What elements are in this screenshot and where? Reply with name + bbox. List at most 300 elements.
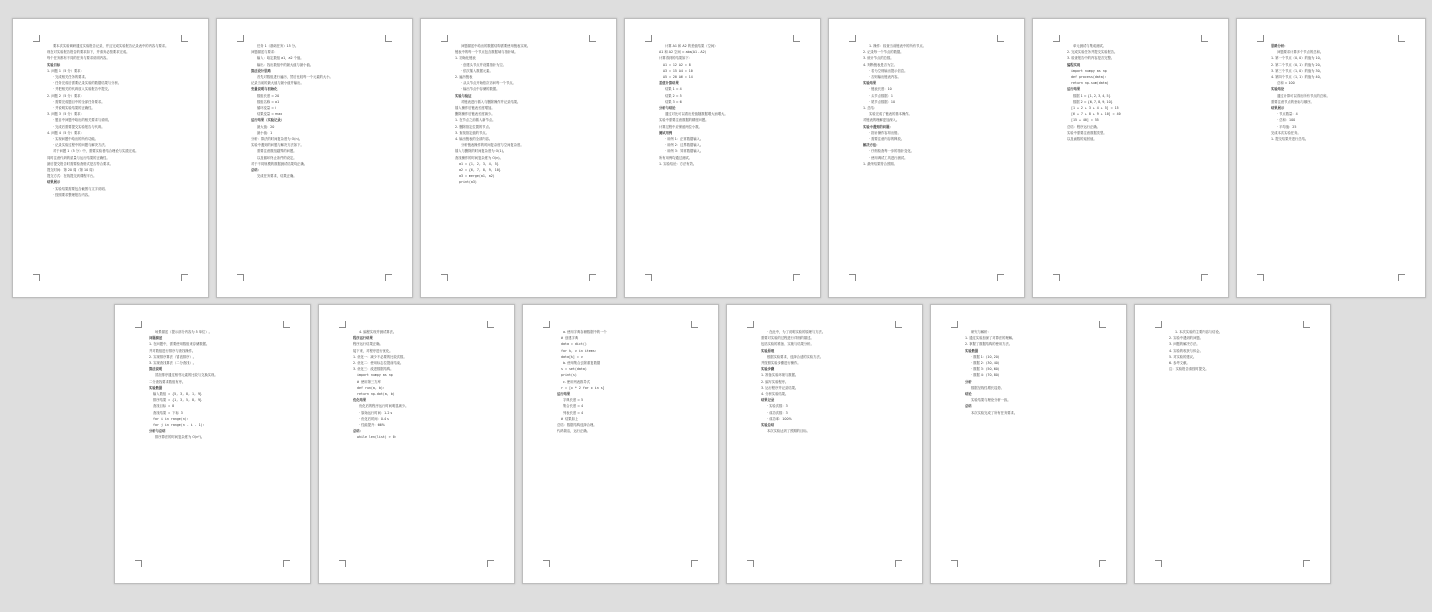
text-line: 结果变量 = max bbox=[257, 112, 283, 117]
text-line: 排序结果 = {1, 3, 5, 8, 9} bbox=[153, 398, 202, 403]
text-line: · 链表长度：10 bbox=[869, 87, 892, 92]
text-line: 代码简洁，运行正确。 bbox=[557, 429, 590, 434]
crop-mark bbox=[385, 35, 392, 42]
text-line: 程序运行结果正确。 bbox=[353, 342, 383, 347]
text-line: 2. 问题 2（5 分）要求： bbox=[47, 93, 84, 98]
crop-mark bbox=[135, 560, 142, 567]
crop-mark bbox=[181, 274, 188, 281]
crop-mark bbox=[237, 35, 244, 42]
text-line: 1. 操作：检查当前链表中的所有节点。 bbox=[869, 44, 926, 48]
text-line: while len(list) > 0: bbox=[357, 435, 397, 440]
text-line: · 实验结果需要包含截图与文字说明。 bbox=[53, 186, 108, 191]
text-line: 实验完成了链表的基本操作。 bbox=[869, 112, 912, 117]
text-line: 3. 查找指定值的节点。 bbox=[455, 130, 489, 135]
page-body bbox=[1169, 329, 1304, 557]
text-line: for i in range(n): bbox=[153, 416, 189, 421]
crop-mark bbox=[895, 560, 902, 567]
text-line: 3. 优化三：改进数据结构。 bbox=[353, 367, 394, 372]
crop-mark bbox=[33, 35, 40, 42]
text-line: 以及循环终止条件的设定。 bbox=[257, 155, 297, 160]
text-line: data = dict() bbox=[561, 342, 587, 347]
text-line: 需要注意数组越界的问题。 bbox=[257, 149, 297, 154]
document-page bbox=[1032, 18, 1229, 298]
text-line: 3. 问题的解决方法。 bbox=[1169, 342, 1200, 347]
text-line: · 尾节点数据：10 bbox=[869, 99, 896, 104]
text-line: 问题描述中给出的数据结构需要使用链表实现。 bbox=[461, 44, 531, 48]
text-line: 现在对实验报告报告的要求如下，并请务必按要求完成。 bbox=[47, 50, 130, 55]
text-line: · 需要完成题目中的全部任务要求。 bbox=[53, 99, 105, 104]
text-line: 1. 第一个节点（0, 0）的值为 10。 bbox=[1271, 56, 1323, 61]
text-line: 2. 记录每一个节点的数据。 bbox=[863, 50, 904, 55]
text-line: 1. 提交结果并进行总结。 bbox=[1271, 137, 1309, 142]
text-line: 分析：算法的时间复杂度为 O(n)。 bbox=[251, 137, 303, 142]
text-line: 提交时间：第 20 周（第 10 周） bbox=[47, 168, 96, 173]
text-line: 实验结论 bbox=[1271, 87, 1285, 92]
text-line: 分析链表操作的时间复杂度与空间复杂度。 bbox=[461, 143, 524, 148]
text-line: 1. 问题 1（5 分）要求： bbox=[47, 68, 84, 73]
crop-mark bbox=[1398, 35, 1405, 42]
crop-mark bbox=[951, 560, 958, 567]
text-line: 研究与解析： bbox=[971, 330, 991, 334]
text-line: a1 = {1, 2, 3, 4, 5} bbox=[459, 161, 499, 166]
text-line: def run(a, b): bbox=[357, 385, 385, 390]
text-line: 实验步骤 bbox=[761, 367, 775, 372]
text-line: · 依次插入数据元素。 bbox=[461, 68, 493, 73]
text-line: · 总和：100 bbox=[1277, 118, 1296, 123]
text-line: 3. 统计节点的总数。 bbox=[863, 56, 894, 61]
crop-mark bbox=[747, 560, 754, 567]
text-line: 通过对比可以看出差值随数据增大而增大。 bbox=[665, 112, 728, 117]
text-line: 2. 实验中遇到的问题。 bbox=[1169, 336, 1203, 341]
text-line: 4. 第四个节点（1, 1）的值为 40。 bbox=[1271, 75, 1323, 80]
text-line: 5. 对实验的建议。 bbox=[1169, 354, 1197, 359]
page-body bbox=[455, 43, 590, 271]
document-page bbox=[12, 18, 209, 298]
text-line: 提交方式：在线提交到课程平台。 bbox=[47, 174, 97, 179]
text-line: · 题目中问题中给出的相关要求与说明。 bbox=[53, 118, 112, 123]
text-line: 结果记录 bbox=[761, 398, 775, 403]
text-line: 结果展示 bbox=[47, 180, 61, 185]
text-line: 2. 优化二：使用标志位提前结束。 bbox=[353, 361, 404, 366]
text-line: 结果 1 = 4 bbox=[665, 87, 682, 92]
crop-mark bbox=[543, 560, 550, 567]
text-line: 最小值：1 bbox=[257, 130, 273, 135]
text-line: import numpy as np bbox=[357, 373, 393, 378]
text-line: 总结： bbox=[353, 429, 363, 434]
text-line: 总和 = 100 bbox=[1277, 81, 1295, 86]
crop-mark bbox=[1155, 321, 1162, 328]
text-line: 算法说明 bbox=[149, 367, 163, 372]
text-line: 分析 bbox=[965, 379, 972, 384]
crop-mark bbox=[793, 35, 800, 42]
text-line: 问题要求计算多个节点的总和。 bbox=[1277, 50, 1324, 55]
page-body bbox=[47, 43, 182, 271]
crop-mark bbox=[33, 274, 40, 281]
text-line: 实验中需要注意数据类型。 bbox=[1067, 130, 1107, 135]
text-line: 4. 分析实验结果。 bbox=[761, 392, 789, 397]
crop-mark bbox=[1257, 35, 1264, 42]
text-line: · 数据 1：(10, 20) bbox=[971, 354, 1000, 359]
crop-mark bbox=[589, 35, 596, 42]
text-line: 算法设计思路 bbox=[251, 68, 271, 73]
text-line: 根据实验要求，选择合适的实验方法。 bbox=[767, 354, 824, 359]
text-line: 实验目标 bbox=[47, 62, 61, 67]
text-line: 通过计算可以得出所有节点的总和。 bbox=[1277, 93, 1330, 98]
text-line: · 用例 1：正常数据输入。 bbox=[665, 137, 704, 142]
text-line: # 使用第三方库 bbox=[357, 379, 381, 384]
text-line: 最大值：20 bbox=[257, 124, 275, 129]
text-line: 本次实验达到了预期的目标。 bbox=[767, 429, 810, 434]
text-line: # 结果如上 bbox=[561, 416, 579, 421]
text-line: 结果 3 = 6 bbox=[665, 99, 682, 104]
text-line: · 数据 4：(70, 80) bbox=[971, 373, 1000, 378]
crop-mark bbox=[441, 274, 448, 281]
text-line: 查找结果 = 下标 3 bbox=[153, 410, 183, 415]
text-line: [15 + 40] = 55 bbox=[1071, 118, 1099, 123]
page-body bbox=[1271, 43, 1399, 271]
crop-mark bbox=[181, 35, 188, 42]
text-line: 冒泡排序通过相邻元素的比较与交换实现。 bbox=[155, 373, 218, 378]
text-line: A1 = 12 A2 = 8 bbox=[663, 62, 691, 67]
text-line: 总结：数据结构选择合理。 bbox=[557, 423, 597, 428]
text-line: [1 + 2 + 3 + 4 + 5] = 15 bbox=[1071, 106, 1119, 111]
text-line: 计算得到的结果如下： bbox=[659, 56, 692, 61]
text-line: · 在此中，为了说明实验的原理与方法。 bbox=[767, 330, 826, 334]
document-page bbox=[930, 304, 1127, 584]
page-body bbox=[863, 43, 998, 271]
text-line: 6. 参考文献。 bbox=[1169, 361, 1190, 366]
crop-mark bbox=[543, 321, 550, 328]
document-page bbox=[828, 18, 1025, 298]
text-line: 优化后的程序运行时间明显减少。 bbox=[359, 404, 409, 409]
crop-mark bbox=[339, 321, 346, 328]
text-line: 总结： bbox=[251, 168, 261, 173]
text-line: 插入操作后链表长度增加。 bbox=[455, 106, 495, 111]
page-body bbox=[659, 43, 794, 271]
text-line: 问题描述与要求： bbox=[251, 50, 278, 55]
crop-mark bbox=[1257, 274, 1264, 281]
crop-mark bbox=[997, 35, 1004, 42]
text-line: A5 = 20 A6 = 14 bbox=[663, 75, 693, 80]
crop-mark bbox=[849, 274, 856, 281]
text-line: 数据 2 = {6, 7, 8, 9, 10} bbox=[1073, 99, 1113, 104]
text-line: 1. 本次实验的主要内容与结论。 bbox=[1175, 330, 1223, 334]
text-line: · 按照要求整理报告内容。 bbox=[53, 192, 92, 197]
text-line: 优化结果 bbox=[353, 398, 367, 403]
crop-mark bbox=[645, 35, 652, 42]
text-line: 二分查找要求数组有序。 bbox=[149, 379, 186, 384]
text-line: 对于问题 1（5 分）中，需要实验者结合理论与实践完成。 bbox=[53, 149, 139, 154]
text-line: 4. 实验的收获与体会。 bbox=[1169, 348, 1203, 353]
text-line: 排序算法的时间复杂度为 O(n²)。 bbox=[155, 435, 205, 440]
text-line: 需要对实验的过程进行详细的描述。 bbox=[761, 336, 814, 341]
crop-mark bbox=[895, 321, 902, 328]
crop-mark bbox=[849, 35, 856, 42]
text-line: 3. 第三个节点（1, 0）的值为 30。 bbox=[1271, 68, 1323, 73]
text-line: · 优化后时间：0.4 s bbox=[359, 416, 389, 421]
text-line: 并对数组进行排序与查找操作。 bbox=[149, 348, 196, 353]
text-line: 查找操作的时间复杂度为 O(n)。 bbox=[455, 155, 503, 160]
text-line: r = [x * 2 for x in s] bbox=[561, 385, 605, 390]
text-line: a3 = merge(a1, a2) bbox=[459, 174, 495, 179]
text-line: 3. 运行程序并记录结果。 bbox=[761, 385, 799, 390]
text-line: 1. 初始化链表 bbox=[455, 56, 476, 61]
text-line: 2. 遍历链表 bbox=[455, 75, 473, 80]
text-line: 对链表的理解更加深入。 bbox=[863, 118, 900, 123]
crop-mark bbox=[283, 321, 290, 328]
text-line: 单元测试与集成测试。 bbox=[1073, 44, 1106, 48]
crop-mark bbox=[487, 321, 494, 328]
text-line: · 仔细检查每一步的指针变化。 bbox=[869, 149, 914, 154]
text-line: 实验中遇到的问题与解决方法如下。 bbox=[251, 143, 304, 148]
crop-mark bbox=[691, 560, 698, 567]
text-line: 输入：给定数组 a1，a2 个值。 bbox=[257, 56, 304, 61]
text-line: 1. 实验结论：方法有效。 bbox=[659, 161, 697, 166]
text-line: 插入与删除的时间复杂度为 O(1)。 bbox=[455, 149, 507, 154]
text-line: 计算 A1 和 A2 的差值结果（空间） bbox=[665, 44, 718, 48]
crop-mark bbox=[1201, 274, 1208, 281]
text-line: for j in range(n - i - 1): bbox=[153, 423, 205, 428]
text-line: print(a3) bbox=[459, 180, 477, 185]
text-line: 需要注意节点的坐标与顺序。 bbox=[1271, 99, 1314, 104]
crop-mark bbox=[385, 274, 392, 281]
page-body bbox=[149, 329, 284, 557]
text-line: 要本次实验调研通过实验报告记录，并且完成实验报告记录表中的内容与要求。 bbox=[53, 44, 169, 48]
text-line: · 否则输出链表内容。 bbox=[869, 75, 901, 80]
text-line: 列表长度 = 4 bbox=[563, 410, 584, 415]
text-line: 2. 第二个节点（0, 1）的值为 20。 bbox=[1271, 62, 1323, 67]
crop-mark bbox=[1155, 560, 1162, 567]
text-line: 计算过程中应保留两位小数。 bbox=[659, 124, 702, 129]
text-line: · 平均值：25 bbox=[1277, 124, 1297, 129]
text-line: · 任务完成后需要记录实验的数据结果与分析。 bbox=[53, 81, 122, 86]
text-line: 2. 编写实验程序。 bbox=[761, 379, 789, 384]
text-line: 实验中需要注意数据的精度问题。 bbox=[659, 118, 709, 123]
text-line: 2. 掌握了数据结构的使用方法。 bbox=[965, 342, 1013, 347]
text-line: 同时注意代码的质量与运行结果的正确性。 bbox=[47, 155, 110, 160]
crop-mark bbox=[237, 274, 244, 281]
crop-mark bbox=[951, 321, 958, 328]
text-line: data[k] = v bbox=[561, 354, 583, 359]
text-line: 4. 输出链表的全部内容。 bbox=[455, 137, 493, 142]
text-line: [6 + 7 + 8 + 9 + 10] = 40 bbox=[1071, 112, 1121, 117]
text-line: 编程实现 bbox=[1067, 62, 1081, 67]
text-line: 4. 判断链表是否为空。 bbox=[863, 62, 897, 67]
document-page bbox=[420, 18, 617, 298]
text-line: 以及函数的返回值。 bbox=[1067, 137, 1097, 142]
text-line: · 性能提升：66% bbox=[359, 423, 385, 428]
text-line: 完成任务要求，结果正确。 bbox=[257, 174, 297, 179]
text-line: 输入数组 = {5, 3, 8, 1, 9} bbox=[153, 392, 202, 397]
text-line: 输出：找出数组中的最大值与最小值。 bbox=[257, 62, 314, 67]
text-line: · 用例 2：边界数据输入。 bbox=[665, 143, 704, 148]
text-line: 问题描述 bbox=[149, 336, 163, 341]
text-line: 字典长度 = 5 bbox=[563, 398, 584, 403]
text-line: · 节点数量：4 bbox=[1277, 112, 1298, 117]
text-line: b. 使用集合去除重复数据 bbox=[563, 361, 601, 366]
text-line: 运行结果 bbox=[557, 392, 571, 397]
text-line: · 实验次数：3 bbox=[767, 404, 788, 409]
text-line: 变量说明与初始化 bbox=[251, 87, 278, 92]
crop-mark bbox=[589, 274, 596, 281]
text-line: 接下来，对程序进行优化。 bbox=[353, 348, 393, 353]
document-page bbox=[1236, 18, 1426, 298]
text-line: · 实现问题中给出的所有功能。 bbox=[53, 137, 98, 142]
text-line: 3. 问题 3（5 分）要求： bbox=[47, 112, 84, 117]
crop-mark bbox=[793, 274, 800, 281]
text-line: · 从头节点开始依次访问每一个节点。 bbox=[461, 81, 516, 86]
text-line: c. 使用列表推导式 bbox=[563, 379, 590, 384]
text-line: · 原始运行时间：1.2 s bbox=[359, 410, 393, 415]
text-line: 每个任务都有不同的任务与要求说明内容。 bbox=[47, 56, 110, 61]
text-line: 包括实验的准备、实施与结果分析。 bbox=[761, 342, 814, 347]
document-page bbox=[624, 18, 821, 298]
text-line: for k, v in items: bbox=[561, 348, 597, 353]
text-line: 任务 1（基础任务）15 分。 bbox=[257, 44, 299, 48]
text-line: 实验数据 bbox=[149, 385, 163, 390]
text-line: 差值计算结果 bbox=[659, 81, 679, 86]
text-line: 数据 1 = {1, 2, 3, 4, 5} bbox=[1073, 93, 1111, 98]
text-line: 完成本次实验任务。 bbox=[1271, 130, 1301, 135]
crop-mark bbox=[997, 274, 1004, 281]
text-line: 删除操作后链表长度减少。 bbox=[455, 112, 495, 117]
text-line: 分析与总结 bbox=[149, 429, 166, 434]
text-line: def process(data): bbox=[1071, 75, 1107, 80]
text-line: 1. 最终结果符合预期。 bbox=[863, 161, 897, 166]
text-line: 实验总结 bbox=[761, 423, 775, 428]
text-line: 1. 在问题中，需要使用数组来存储数据。 bbox=[149, 342, 210, 347]
document-page bbox=[114, 304, 311, 584]
text-line: 首先对数组进行遍历，然后比较每一个元素的大小。 bbox=[257, 75, 333, 80]
crop-mark bbox=[487, 560, 494, 567]
text-line: 4. 问题 4（5 分）要求： bbox=[47, 130, 84, 135]
text-line: 思路分析： bbox=[1271, 44, 1288, 48]
text-line: 查找目标 = 8 bbox=[153, 404, 175, 409]
text-line: 结果展示 bbox=[1271, 106, 1285, 111]
text-line: 所有用例均通过测试。 bbox=[659, 155, 692, 160]
text-line: 最后提交报告时需要检查格式是否符合要求。 bbox=[47, 161, 113, 166]
text-line: 3. 实现查找算法（二分查找）。 bbox=[149, 361, 197, 366]
text-line: 数组长度 = 20 bbox=[257, 93, 280, 98]
text-line: 本次实验完成了所有任务要求。 bbox=[971, 410, 1018, 415]
text-line: · 创建头节点并设置指针为空。 bbox=[461, 62, 506, 67]
text-line: # 创建字典 bbox=[561, 336, 579, 341]
text-line: · 并说明实验结果的正确性。 bbox=[53, 106, 95, 111]
text-line: A3 = 15 A4 = 10 bbox=[663, 68, 693, 73]
text-line: 分析与结论 bbox=[659, 106, 676, 111]
text-line: a. 使用字典存储数据中的一个 bbox=[563, 330, 607, 334]
text-line: · 数据 2：(30, 40) bbox=[971, 361, 1000, 366]
page-body bbox=[965, 329, 1100, 557]
text-line: a2 = {6, 7, 8, 9, 10} bbox=[459, 168, 501, 173]
text-line: 2. 实现排序算法（冒泡排序）。 bbox=[149, 354, 197, 359]
text-line: 并按照实验步骤进行操作。 bbox=[761, 361, 801, 366]
text-line: 1. 总结： bbox=[863, 106, 878, 111]
crop-mark bbox=[1303, 321, 1310, 328]
text-line: 场景描述（提示部分内容为 5 单位）。 bbox=[155, 330, 212, 334]
page-body bbox=[251, 43, 386, 271]
text-line: import numpy as np bbox=[1071, 68, 1107, 73]
text-line: · 完成相关任务的要求。 bbox=[53, 75, 89, 80]
document-page bbox=[318, 304, 515, 584]
text-line: 链表中的每一个节点包含数据域与指针域。 bbox=[455, 50, 518, 55]
crop-mark bbox=[1201, 35, 1208, 42]
text-line: 总结 bbox=[965, 404, 972, 409]
text-line: 程序运行结果 bbox=[353, 336, 373, 341]
text-line: 4. 编程实现并测试算法。 bbox=[359, 330, 397, 334]
text-line: · 需要注意内存的释放。 bbox=[869, 137, 905, 142]
text-line: 实验中遇到的问题： bbox=[863, 124, 893, 129]
text-line: · 用例 3：异常数据输入。 bbox=[665, 149, 704, 154]
crop-mark bbox=[747, 321, 754, 328]
crop-mark bbox=[1303, 560, 1310, 567]
text-line: A1 和 A2 空间 = abs(A1 - A2) bbox=[659, 50, 706, 55]
text-line: · 成功率：100% bbox=[767, 416, 792, 421]
document-page bbox=[522, 304, 719, 584]
page-body bbox=[353, 329, 488, 557]
text-line: return np.sum(data) bbox=[1071, 81, 1109, 86]
text-line: 实验与验证 bbox=[455, 93, 472, 98]
text-line: · 数据 3：(50, 60) bbox=[971, 367, 1000, 372]
text-line: 结论 bbox=[965, 392, 972, 397]
text-line: · 指针操作容易出错。 bbox=[869, 130, 901, 135]
text-line: 1. 优化一：减少不必要的比较次数。 bbox=[353, 354, 407, 359]
page-body bbox=[557, 329, 692, 557]
text-line: 总结：程序运行正确。 bbox=[1067, 124, 1100, 129]
crop-mark bbox=[1053, 274, 1060, 281]
text-line: 实验原理 bbox=[761, 348, 775, 353]
crop-mark bbox=[283, 560, 290, 567]
text-line: 实验结果 bbox=[863, 81, 877, 86]
text-line: 集合长度 = 4 bbox=[563, 404, 584, 409]
text-line: 运行结果（实验记录） bbox=[251, 118, 284, 123]
text-line: 测试用例 bbox=[659, 130, 673, 135]
crop-mark bbox=[441, 35, 448, 42]
text-line: 2. 删除指定位置的节点。 bbox=[455, 124, 493, 129]
text-line: 解决方法： bbox=[863, 143, 880, 148]
crop-mark bbox=[1398, 274, 1405, 281]
crop-mark bbox=[1099, 321, 1106, 328]
page-body bbox=[761, 329, 896, 557]
text-line: 1. 准备实验环境与数据。 bbox=[761, 373, 799, 378]
text-line: 2. 完成实验任务并提交实验报告。 bbox=[1067, 50, 1118, 55]
text-line: 注：实验报告请按时提交。 bbox=[1169, 367, 1209, 372]
crop-mark bbox=[1053, 35, 1060, 42]
text-line: · 并把相关的代码放入实验报告中提交。 bbox=[53, 87, 112, 92]
text-line: 数据呈线性增长趋势。 bbox=[971, 385, 1004, 390]
text-line: · 使用调试工具进行测试。 bbox=[869, 155, 908, 160]
text-line: 对于不同规模的数据测试结果均正确。 bbox=[251, 161, 308, 166]
page-body bbox=[1067, 43, 1202, 271]
text-line: print(s) bbox=[561, 373, 577, 378]
text-line: 运行结果 bbox=[1067, 87, 1081, 92]
crop-mark bbox=[691, 321, 698, 328]
text-line: 1. 在节点之前插入新节点。 bbox=[455, 118, 496, 123]
text-line: · 输出节点中存储的数据。 bbox=[461, 87, 500, 92]
text-line: 3. 检查报告中的内容是否完整。 bbox=[1067, 56, 1115, 61]
text-line: 实验结果与理论分析一致。 bbox=[971, 398, 1011, 403]
text-line: 记录当前的最大值与最小值并输出。 bbox=[251, 81, 304, 86]
text-line: 结果 2 = 5 bbox=[665, 93, 682, 98]
text-line: · 头节点数据：1 bbox=[869, 93, 893, 98]
text-line: return np.dot(a, b) bbox=[357, 392, 395, 397]
crop-mark bbox=[1099, 560, 1106, 567]
text-line: 循环变量 = i bbox=[257, 106, 276, 111]
text-line: 1. 通过实验加深了对算法的理解。 bbox=[965, 336, 1016, 341]
text-line: 数组名称 = a1 bbox=[257, 99, 280, 104]
text-line: · 完成后需要提交实验报告与代码。 bbox=[53, 124, 105, 129]
document-page bbox=[726, 304, 923, 584]
